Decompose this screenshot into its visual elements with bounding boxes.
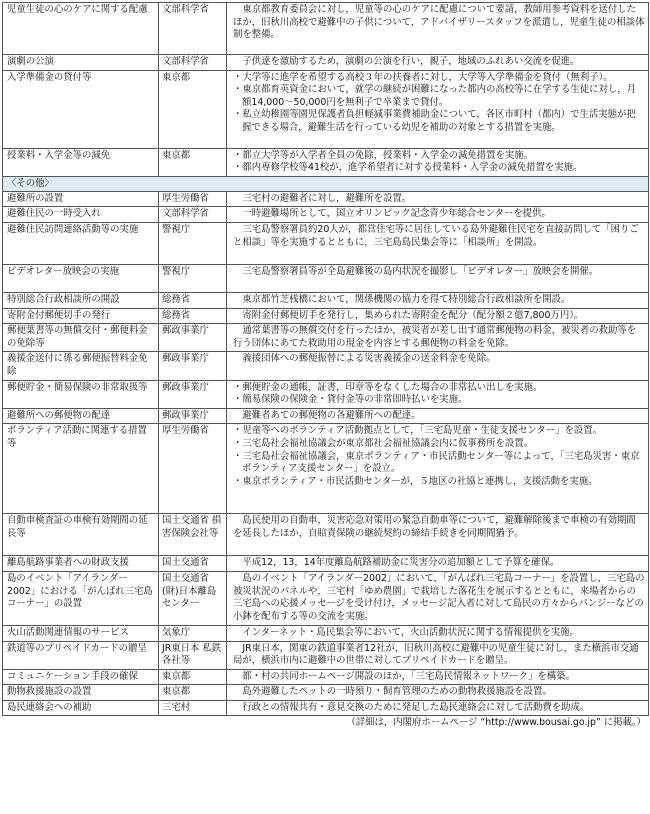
measure-item-cell: 避難住民訪問連絡活動等の実施 <box>3 222 159 264</box>
table-row <box>3 70 649 148</box>
measure-content-cell <box>227 292 649 308</box>
table-row <box>3 3 649 55</box>
measure-item-cell: 避難所への郵便物の配達 <box>3 408 159 424</box>
content-bullet: ・都内専修学校等41校が，進学希望者に対する授業料・入学金の減免措置を実施。 <box>233 162 583 174</box>
content-paragraph: JR東日本，関東の鉄道事業者12社が，旧秋川高校に避難中の児童生徒に対し，また横浜市交通局が，横浜市内に避難中の世帯に対してプリペイドカードを贈呈。 <box>233 642 639 667</box>
measure-item-cell: 入学準備金の貸付等 <box>3 70 159 148</box>
measure-content-cell <box>227 191 649 207</box>
measure-content-cell <box>227 514 649 556</box>
content-bullet: ・児童等へのボランティア活動拠点として，「三宅島児童・生徒支援センター」を設置。 <box>233 425 602 437</box>
table-row <box>3 191 649 207</box>
table-row <box>3 625 649 641</box>
measure-content-cell <box>227 408 649 424</box>
agency-cell: 警視庁 <box>159 222 227 264</box>
table-row <box>3 700 649 716</box>
section-label: 〈その他〉 <box>3 176 649 191</box>
agency-cell: JR東日本 私鉄各社等 <box>159 641 227 669</box>
content-paragraph: 東京都教育委員会に対し，児童等の心のケアに配慮について要請，教師用参考資料を送付したほか，旧秋川高校で避難中の子供について，アドバイザリースタッフを派遣し，児童生徒の相談体制を整備。 <box>233 4 645 41</box>
measure-content-cell <box>227 669 649 685</box>
table-row <box>3 556 649 572</box>
agency-cell: 郵政事業庁 <box>159 408 227 424</box>
table-row <box>3 669 649 685</box>
measure-item-cell: 避難住民の一時受入れ <box>3 207 159 223</box>
measure-item-cell: 島民連絡会への補助 <box>3 700 159 716</box>
content-bullet: ・都立大学等が入学者全員の免除，授業料・入学金の減免措置を実施。 <box>233 149 534 161</box>
content-paragraph: 寄附金付郵便切手を発行し，集められた寄附金を配分（配分額２億7,800万円）。 <box>242 309 584 321</box>
content-paragraph: 一時避難場所として，国立オリンピック記念青少年総合センターを提供。 <box>242 208 551 220</box>
section-header-row <box>3 176 649 191</box>
measure-item-cell: ビデオレター放映会の実施 <box>3 264 159 292</box>
table-row <box>3 408 649 424</box>
measure-content-cell <box>227 685 649 701</box>
table-row <box>3 571 649 625</box>
table-row <box>3 641 649 669</box>
agency-cell: 文部科学省 <box>159 207 227 223</box>
measure-item-cell: 避難所の設置 <box>3 191 159 207</box>
measure-content-cell <box>227 3 649 55</box>
content-paragraph: 子供達を激励するため，演劇の公演を行い，親子，地域のふれあい交流を促進。 <box>242 56 580 67</box>
measure-content-cell <box>227 308 649 324</box>
content-bullet: ・簡易保険の保険金・貸付金等の非常即時払いを実施。 <box>233 394 468 406</box>
content-bullet: ・三宅島社会福祉協議会が東京都社会福祉協議会内に仮事務所を設置。 <box>233 437 534 449</box>
measure-content-cell <box>227 641 649 669</box>
relief-measures-table <box>2 2 649 716</box>
measure-content-cell <box>227 324 649 352</box>
measure-item-cell: 義援金送付に係る郵便振替料金免除 <box>3 352 159 380</box>
content-paragraph: インターネット・島民集会等において，火山活動状況に関する情報提供を実施。 <box>242 626 579 638</box>
measure-item-cell: 郵便葉書等の無償交付・郵便料金の免除等 <box>3 324 159 352</box>
agency-cell: 文部科学省 <box>159 3 227 55</box>
agency-cell: 国土交通省 損害保険会社等 <box>159 514 227 556</box>
content-paragraph: 島外避難したペットの一時預り・飼育管理のための動物救援施設を設置。 <box>242 686 552 698</box>
measure-content-cell <box>227 70 649 148</box>
measure-content-cell <box>227 222 649 264</box>
agency-cell: 東京都 <box>159 669 227 685</box>
content-bullet: ・郵便貯金の通帳，証書，印章等をなくした場合の非常払い出しを実施。 <box>233 381 543 393</box>
measure-item-cell: 演劇の公演 <box>3 55 159 71</box>
content-bullet: ・大学等に進学を希望する高校３年の扶養者に対し，大学等入学準備金を貸付（無利子）。 <box>233 71 613 83</box>
table-row <box>3 207 649 223</box>
table-row <box>3 264 649 292</box>
agency-cell: 文部科学省 <box>159 55 227 71</box>
measure-content-cell <box>227 380 649 408</box>
measure-content-cell <box>227 556 649 572</box>
content-bullet: ・東京ボランティア・市民活動センターが，５地区の社協と連携し，支援活動を実施。 <box>233 475 598 487</box>
agency-cell: 三宅村 <box>159 700 227 716</box>
table-body-other <box>3 191 649 716</box>
measure-item-cell: 鉄道等のプリペイドカードの贈呈 <box>3 641 159 669</box>
measures-table-page <box>2 2 648 729</box>
agency-cell: 厚生労働省 <box>159 191 227 207</box>
measure-item-cell: 自動車検査証の車検有効期間の延長等 <box>3 514 159 556</box>
measure-item-cell: 島のイベント「アイランダー2002」における「がんばれ三宅島コーナー」の設置 <box>3 571 159 625</box>
measure-item-cell: コミュニケーション手段の確保 <box>3 669 159 685</box>
content-bullet: ・私立幼稚園等園児保護者負担軽減事業費補助金について，各区市町村（都内）で生活実態が把握できる場合，避難生活を行っている幼児を補助の対象とする措置を実施。 <box>233 109 636 133</box>
measure-item-cell: 郵便貯金・簡易保険の非常取扱等 <box>3 380 159 408</box>
measure-content-cell <box>227 264 649 292</box>
agency-cell: 郵政事業庁 <box>159 324 227 352</box>
measure-content-cell <box>227 148 649 176</box>
content-bullet: ・三宅島社会福祉協議会，東京ボランティア・市民活動センター等によって，「三宅島災害・東京ボランティア支援センター」を設立。 <box>233 450 640 475</box>
measure-item-cell: 特別総合行政相談所の開設 <box>3 292 159 308</box>
agency-cell: 東京都 <box>159 685 227 701</box>
table-body-section <box>3 176 649 191</box>
table-row <box>3 308 649 324</box>
content-paragraph: 島のイベント「アイランダー2002」において，「がんばれ三宅島コーナー」を設置し，三宅島の被災状況のパネルや，三宅村「ゆめ農園」で栽培した落花生を展示するとともに，来場者からの三宅島への応援メッセージを受け付け，メッセージ記入者に対して島民の方々からパンジーなどの小鉢を配布する等の交流を実施。 <box>233 572 645 622</box>
agency-cell: 総務省 <box>159 292 227 308</box>
measure-item-cell: 火山活動関連情報のサービス <box>3 625 159 641</box>
content-paragraph: 避難者あての郵便物の各避難所への配達。 <box>242 409 421 421</box>
agency-cell: 厚生労働省 <box>159 424 227 514</box>
measure-item-cell: ボランティア活動に関連する措置等 <box>3 424 159 514</box>
table-body-top <box>3 3 649 177</box>
measure-item-cell: 動物救援施設の設置 <box>3 685 159 701</box>
table-row <box>3 292 649 308</box>
agency-cell: 郵政事業庁 <box>159 380 227 408</box>
measure-content-cell <box>227 55 649 71</box>
table-row <box>3 424 649 514</box>
table-row <box>3 324 649 352</box>
agency-cell: 警視庁 <box>159 264 227 292</box>
measure-item-cell: 授業料・入学金等の減免 <box>3 148 159 176</box>
footnote: （詳細は，内閣府ホームページ “http://www.bousai.go.jp” に掲載。） <box>346 717 646 729</box>
table-row <box>3 148 649 176</box>
content-paragraph: 三宅島警察署員約20人が，都営住宅等に居住している島外避難住民宅を直接訪問して「困りごと相談」等を実施するとともに，三宅島島民集会等に「相談所」を開設。 <box>233 223 639 248</box>
measure-item-cell: 寄附金付郵便切手の発行 <box>3 308 159 324</box>
content-paragraph: 島民使用の自動車，災害応急対策用の緊急自動車等について，避難解除後まで車検の有効期間を延長したほか，自賠責保険の継続契約の締結手続きを同期間猶予。 <box>233 515 636 539</box>
agency-cell: 国土交通省 <box>159 556 227 572</box>
content-paragraph: 行政との情報共有・意見交換のために発足した島民連絡会に対して活動費を助成。 <box>242 701 590 713</box>
table-row <box>3 55 649 71</box>
agency-cell: 国土交通省 (財)日本離島センター <box>159 571 227 625</box>
table-row <box>3 514 649 556</box>
measure-content-cell <box>227 207 649 223</box>
agency-cell: 総務省 <box>159 308 227 324</box>
agency-cell: 郵政事業庁 <box>159 352 227 380</box>
table-row <box>3 380 649 408</box>
table-row <box>3 222 649 264</box>
content-paragraph: 平成12，13，14年度離島航路補助金に災害分の追加額として予算を確保。 <box>242 557 560 569</box>
measure-content-cell <box>227 571 649 625</box>
table-row <box>3 352 649 380</box>
content-bullet: ・東京都育英資金において，就学の継続が困難になった都内の高校等に在学する生徒に対し，月額14,000〜50,000円を無利子で卒業まで貸付。 <box>233 84 636 108</box>
measure-item-cell: 児童生徒の心のケアに関する配慮 <box>3 3 159 55</box>
measure-content-cell <box>227 625 649 641</box>
measure-content-cell <box>227 352 649 380</box>
table-row <box>3 685 649 701</box>
content-paragraph: 義援団体への郵便振替による災害義援金の送金料金を免除。 <box>242 353 496 365</box>
measure-content-cell <box>227 424 649 514</box>
content-paragraph: 東京都竹芝桟橋において，関係機関の協力を得て特別総合行政相談所を開設。 <box>242 293 571 305</box>
content-paragraph: 三宅島警察署員等が全島避難後の島内状況を撮影し「ビデオレター」放映会を開催。 <box>242 265 599 277</box>
agency-cell: 気象庁 <box>159 625 227 641</box>
measure-content-cell <box>227 700 649 716</box>
agency-cell: 東京都 <box>159 70 227 148</box>
content-paragraph: 通常葉書等の無償交付を行ったほか，被災者が差し出す通常郵便物の料金，被災者の救助等を行う団体にあてた救助用の現金を内容とする郵便物の料金を免除。 <box>233 325 637 349</box>
content-paragraph: 三宅村の避難者に対し，避難所を設置。 <box>242 192 412 204</box>
measure-item-cell: 離島航路事業者への財政支援 <box>3 556 159 572</box>
agency-cell: 東京都 <box>159 148 227 176</box>
content-paragraph: 都・村の共同ホームページ開設のほか，「三宅島民情報ネットワーク」を構築。 <box>242 670 576 682</box>
